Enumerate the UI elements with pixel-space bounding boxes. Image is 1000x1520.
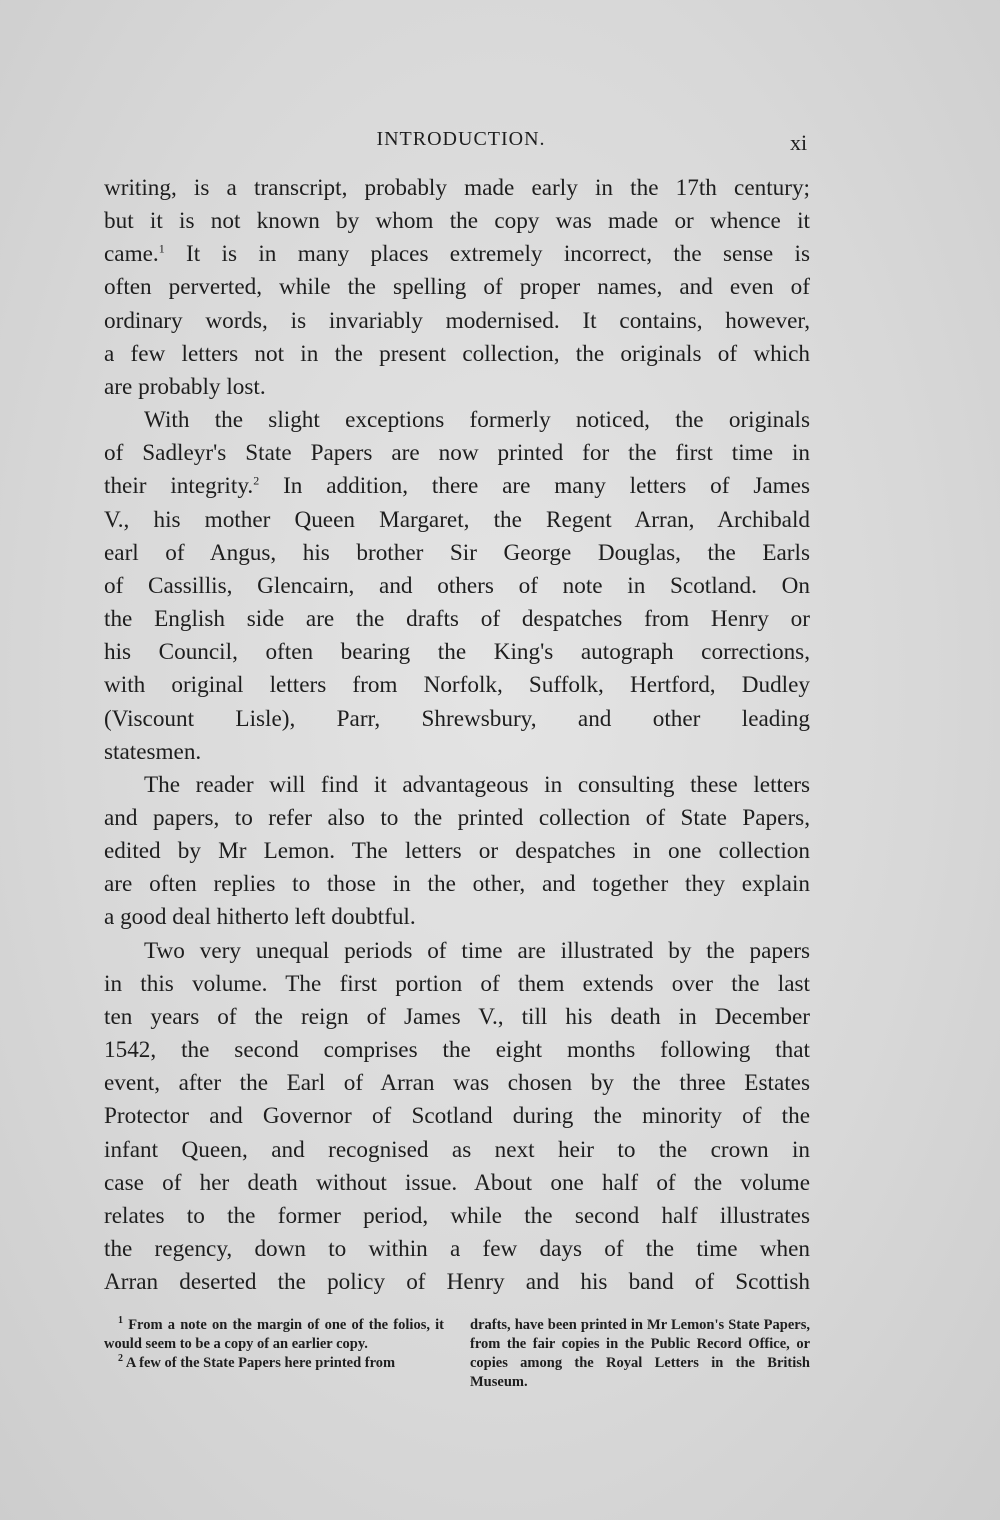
footnote-1 xyxy=(104,1316,444,1354)
text-line: With the slight exceptions formerly noticed, the originals xyxy=(144,407,810,434)
text-line: and papers, to refer also to the printed collection of State Papers, xyxy=(104,804,810,831)
text-line: are often replies to those in the other, and together they explain xyxy=(104,871,810,898)
text-line: Two very unequal periods of time are illustrated by the papers xyxy=(144,937,810,964)
footnote-column-right xyxy=(470,1316,810,1392)
text-line: with original letters from Norfolk, Suffolk, Hertford, Dudley xyxy=(104,672,810,699)
footnote-mark-1: 1 xyxy=(118,1315,123,1327)
text-line: The reader will find it advantageous in consulting these letters xyxy=(144,771,810,798)
paragraph-2 xyxy=(104,404,810,769)
text-line: but it is not known by whom the copy was made or whence it xyxy=(104,208,810,235)
text-line: a good deal hitherto left doubtful. xyxy=(104,904,416,931)
text-line: event, after the Earl of Arran was chosen by the three Estates xyxy=(104,1070,810,1097)
text-line: are probably lost. xyxy=(104,373,266,400)
text-line: relates to the former period, while the second half illustrates xyxy=(104,1202,810,1229)
text-line: of Sadleyr's State Papers are now printed for the first time in xyxy=(104,440,810,467)
text-fragment: their integrity. xyxy=(104,473,254,500)
text-line: of Cassillis, Glencairn, and others of note in Scotland. On xyxy=(104,572,810,599)
text-line xyxy=(104,470,810,503)
footnote-ref-1: 1 xyxy=(158,241,165,256)
text-line: Protector and Governor of Scotland during the minority of the xyxy=(104,1103,810,1130)
text-line: the English side are the drafts of despatches from Henry or xyxy=(104,606,810,633)
footnotes xyxy=(104,1316,810,1392)
running-title: INTRODUCTION. xyxy=(376,128,546,150)
text-line: V., his mother Queen Margaret, the Regent Arran, Archibald xyxy=(104,506,810,533)
text-line: earl of Angus, his brother Sir George Douglas, the Earls xyxy=(104,539,810,566)
text-line: a few letters not in the present collection, the originals of which xyxy=(104,340,810,367)
footnote-column-left xyxy=(104,1316,444,1392)
body-text xyxy=(104,172,810,1299)
text-line: often perverted, while the spelling of proper names, and even of xyxy=(104,274,810,301)
text-line: the regency, down to within a few days of the time when xyxy=(104,1236,810,1262)
text-line: 1542, the second comprises the eight months following that xyxy=(104,1037,810,1064)
text-line: edited by Mr Lemon. The letters or despatches in one collection xyxy=(104,838,810,865)
text-line: his Council, often bearing the King's autograph corrections, xyxy=(104,639,810,666)
text-fragment: It is in many places extremely incorrect, the sense is xyxy=(186,241,810,268)
footnote-mark-2: 2 xyxy=(118,1353,123,1365)
text-fragment: In addition, there are many letters of James xyxy=(283,473,810,500)
page-number: xi xyxy=(790,130,808,155)
paragraph-4 xyxy=(104,935,810,1300)
text-line: ten years of the reign of James V., till his death in December xyxy=(104,1003,810,1030)
paragraph-1 xyxy=(104,172,810,404)
text-line: Arran deserted the policy of Henry and his band of Scottish xyxy=(104,1269,810,1296)
text-line: writing, is a transcript, probably made early in the 17th century; xyxy=(104,175,810,201)
text-line: ordinary words, is invariably modernised. It contains, however, xyxy=(104,307,810,334)
footnote-2-continued: drafts, have been printed in Mr Lemon's State Papers, from the fair copies in the Public Record Office, or copies among the Royal Letters in the British Museum. xyxy=(470,1317,810,1390)
text-line: statesmen. xyxy=(104,738,202,765)
text-fragment: came. xyxy=(104,241,159,268)
footnote-2-text-start: A few of the State Papers here printed from xyxy=(125,1355,396,1371)
text-line: infant Queen, and recognised as next heir to the crown in xyxy=(104,1136,810,1163)
footnote-2 xyxy=(104,1354,444,1373)
text-line: (Viscount Lisle), Parr, Shrewsbury, and other leading xyxy=(104,705,810,732)
text-line xyxy=(104,238,810,271)
text-line: in this volume. The first portion of them extends over the last xyxy=(104,970,810,997)
paragraph-3 xyxy=(104,769,810,935)
footnote-ref-2: 2 xyxy=(253,473,260,488)
footnote-1-text: From a note on the margin of one of the folios, it would seem to be a copy of an earlier copy. xyxy=(104,1317,445,1352)
text-line: case of her death without issue. About one half of the volume xyxy=(104,1169,810,1196)
